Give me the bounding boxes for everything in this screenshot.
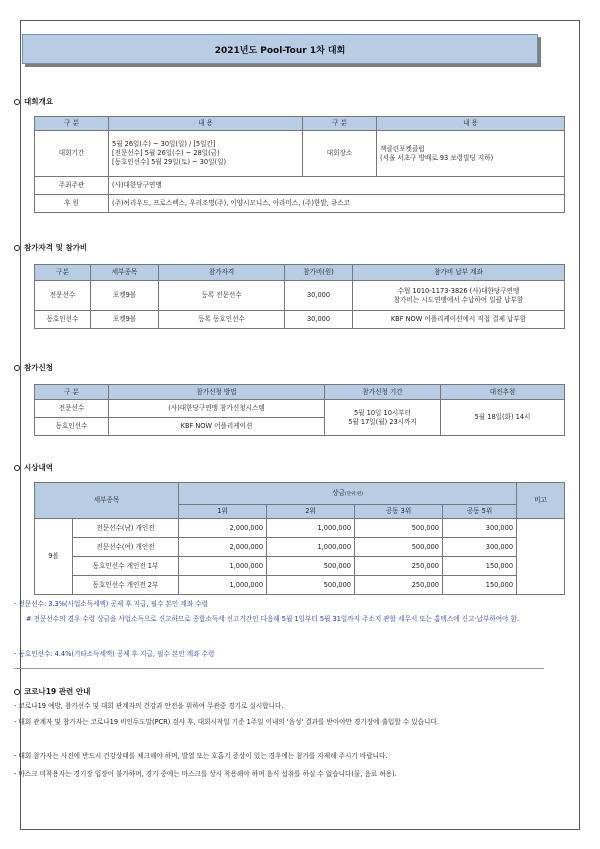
header-cell: 내 용 <box>109 117 303 131</box>
section-application-heading <box>14 362 53 373</box>
period-value <box>109 131 303 177</box>
prize-header <box>179 483 517 505</box>
prize-note: # 전문선수의 경우 수령 상금을 사업소득으로 신고하므로 종합소득세 신고기간인 다음해 5월 1일부터 5월 31일까지 주소지 관할 세무서 또는 홈택스에 신고·납부하여야 함. <box>26 615 520 623</box>
prize-note: - 전문선수: 3.3%(사업소득세액) 공제 후 지급, 필수 본인 계좌 수령 <box>14 600 208 608</box>
header-cell: 참가신청 기간 <box>325 385 441 400</box>
prize-cell: 1,000,000 <box>267 538 355 557</box>
section-title: 시상내역 <box>24 463 53 472</box>
table-row <box>35 538 565 557</box>
prize-cell: 250,000 <box>355 576 443 595</box>
note-cell <box>517 519 565 595</box>
prize-cell: 500,000 <box>267 576 355 595</box>
qual-cell: 등록 전문선수 <box>159 281 285 311</box>
venue-label: 대회장소 <box>303 131 377 177</box>
prizes-table <box>34 482 565 595</box>
event-name-cell: 전문선수(남) 개인전 <box>73 519 179 538</box>
prize-cell: 1,000,000 <box>267 519 355 538</box>
venue-line: (서울 서초구 방배로 93 보령빌딩 지하) <box>380 153 494 162</box>
period-label: 대회기간 <box>35 131 109 177</box>
event-header: 세부종목 <box>35 483 179 519</box>
table-row <box>35 311 565 329</box>
table-row <box>35 576 565 595</box>
type-cell: 동호인선수 <box>35 311 91 329</box>
circle-bullet-icon <box>14 465 20 471</box>
prize-cell: 250,000 <box>355 557 443 576</box>
circle-bullet-icon <box>14 365 20 371</box>
period-line: 5월 26일(수) ~ 30일(일) / [5일간] <box>112 140 216 149</box>
event-cell: 포켓9볼 <box>91 281 159 311</box>
method-cell: KBF NOW 어플리케이션 <box>109 418 325 436</box>
prize-unit: (단위:원) <box>344 491 363 497</box>
header-cell: 참가신청 방법 <box>109 385 325 400</box>
prize-cell: 2,000,000 <box>179 519 267 538</box>
section-title: 참가자격 및 참가비 <box>24 243 88 252</box>
host-label: 주최주관 <box>35 177 109 195</box>
circle-bullet-icon <box>14 689 20 695</box>
period-cell <box>325 400 441 436</box>
table-row <box>35 400 565 418</box>
sponsor-label: 후 원 <box>35 195 109 213</box>
divider <box>14 668 544 669</box>
rank-header: 공동 3위 <box>355 505 443 519</box>
section-title: 코로나19 관련 안내 <box>24 687 91 696</box>
covid-line: - 코로나19 예방, 참가선수 및 대회 관계자의 건강과 안전을 위하여 무관중 경기로 실시합니다. <box>14 702 284 710</box>
host-value: (사)대한당구연맹 <box>109 177 565 195</box>
prize-cell: 1,000,000 <box>179 557 267 576</box>
event-name-cell: 동호인선수 개인전 2부 <box>73 576 179 595</box>
header-cell: 내 용 <box>377 117 565 131</box>
account-cell: KBF NOW 어플리케이션에서 직접 결제 납부함 <box>353 311 565 329</box>
prize-note: - 동호인선수: 4.4%(기타소득세액) 공제 후 지급, 필수 본인 계좌 수령 <box>14 650 215 658</box>
prize-cell: 300,000 <box>443 538 517 557</box>
header-cell: 대진추첨 <box>441 385 565 400</box>
fee-cell: 30,000 <box>285 281 353 311</box>
event-cell: 포켓9볼 <box>91 311 159 329</box>
section-prizes-heading <box>14 462 53 473</box>
sponsor-value: (주)허리우드, 프로스펙스, 우리조명(주), 이양시모니스, 아라미스, (주)한밭, 큐스코 <box>109 195 565 213</box>
covid-line: - 대회 관계자 및 참가자는 코로나19 비인두도말(PCR) 검사 후, 대회시작일 기준 1주일 이내의 '음성' 결과를 받아야만 경기장에 출입할 수 있습니다. <box>14 718 439 726</box>
account-line: 수협 1010-1173-3826 (사)대한당구연맹 <box>397 286 520 295</box>
application-table <box>34 384 565 436</box>
document-title: 2021년도 Pool-Tour 1차 대회 <box>22 34 538 64</box>
rank-header: 공동 5위 <box>443 505 517 519</box>
method-cell: (사)대한당구연맹 참가신청시스템 <box>109 400 325 418</box>
period-line: [동호인선수] 5월 29일(토) ~ 30일(일) <box>112 157 227 166</box>
circle-bullet-icon <box>14 245 20 251</box>
note-header: 비고 <box>517 483 565 519</box>
period-line: 5월 10일 10시부터 <box>353 408 411 417</box>
type-cell: 동호인선수 <box>35 418 109 436</box>
section-title: 참가신청 <box>24 363 53 372</box>
event-name-cell: 동호인선수 개인전 1부 <box>73 557 179 576</box>
draw-cell: 5월 18일(화) 14시 <box>441 400 565 436</box>
header-cell: 참가자격 <box>159 265 285 281</box>
table-row <box>35 519 565 538</box>
account-line: 참가비는 시도연맹에서 수납하여 일괄 납부함 <box>393 295 524 304</box>
type-cell: 전문선수 <box>35 400 109 418</box>
category-cell: 9볼 <box>35 519 73 595</box>
rank-header: 2위 <box>267 505 355 519</box>
prize-cell: 500,000 <box>267 557 355 576</box>
period-line: 5월 17일(월) 23시까지 <box>348 417 417 426</box>
venue-line: 잭클린포켓클럽 <box>380 144 425 153</box>
account-cell <box>353 281 565 311</box>
prize-cell: 150,000 <box>443 557 517 576</box>
period-line: [전문선수] 5월 26일(수) ~ 28일(금) <box>112 149 220 158</box>
header-cell: 구 분 <box>303 117 377 131</box>
section-covid-heading <box>14 686 90 697</box>
section-overview-heading <box>14 96 53 107</box>
prize-cell: 1,000,000 <box>179 576 267 595</box>
prize-header-label: 상금 <box>332 488 345 497</box>
table-row <box>35 281 565 311</box>
eligibility-table <box>34 264 565 329</box>
prize-cell: 150,000 <box>443 576 517 595</box>
circle-bullet-icon <box>14 99 20 105</box>
header-cell: 구 분 <box>35 117 109 131</box>
venue-value <box>377 131 565 177</box>
rank-header: 1위 <box>179 505 267 519</box>
section-title: 대회개요 <box>24 97 53 106</box>
header-cell: 참가비 납부 계좌 <box>353 265 565 281</box>
covid-line: - 마스크 미착용자는 경기장 입장이 불가하며, 경기 중에는 마스크를 상시 착용해야 하며 음식 섭취를 하실 수 없습니다(물, 음료 허용). <box>14 770 397 778</box>
prize-cell: 2,000,000 <box>179 538 267 557</box>
header-cell: 세부종목 <box>91 265 159 281</box>
prize-cell: 300,000 <box>443 519 517 538</box>
prize-cell: 500,000 <box>355 538 443 557</box>
qual-cell: 등록 동호인선수 <box>159 311 285 329</box>
covid-line: - 대회 참가자는 사전에 반드시 건강상태를 체크해야 하며, 발열 또는 호흡기 증상이 있는 경우에는 참가를 자제해 주시기 바랍니다. <box>14 752 388 760</box>
header-cell: 구분 <box>35 265 91 281</box>
table-row <box>35 557 565 576</box>
fee-cell: 30,000 <box>285 311 353 329</box>
type-cell: 전문선수 <box>35 281 91 311</box>
overview-table <box>34 116 565 213</box>
header-cell: 참가비(원) <box>285 265 353 281</box>
prize-cell: 500,000 <box>355 519 443 538</box>
header-cell: 구 분 <box>35 385 109 400</box>
section-eligibility-heading <box>14 242 87 253</box>
event-name-cell: 전문선수(여) 개인전 <box>73 538 179 557</box>
